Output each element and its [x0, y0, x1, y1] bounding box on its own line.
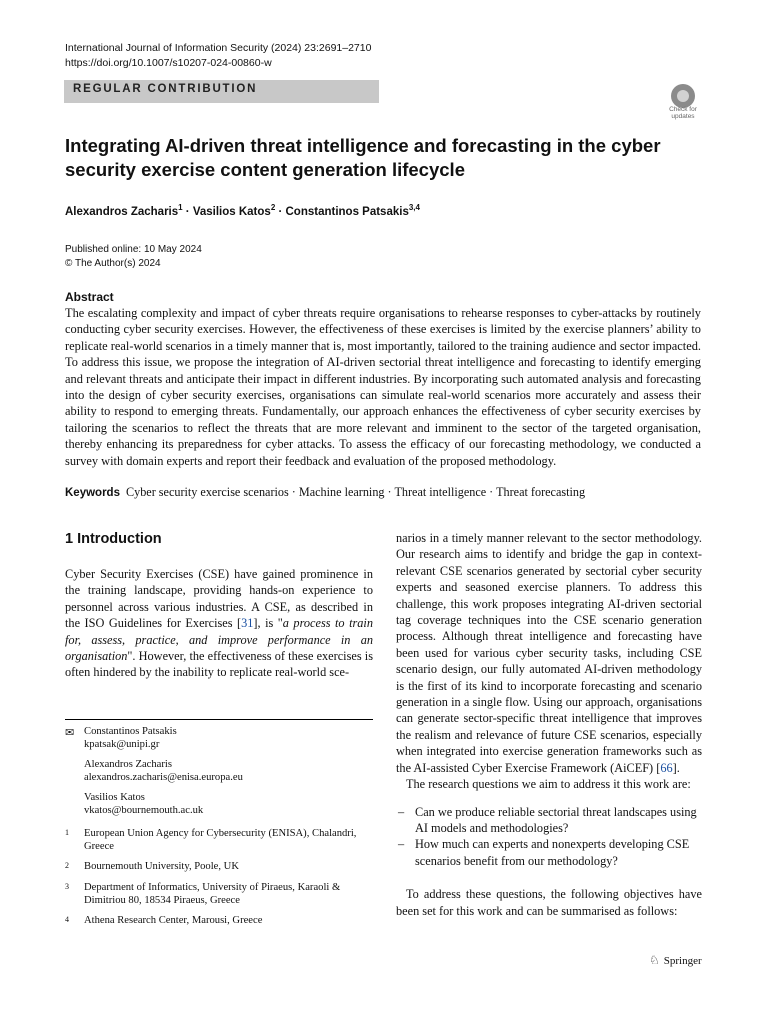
- intro-paragraph-continued: narios in a timely manner relevant to the sector methodology. Our research aims to identify and bridge the gap in context-relevant CSE scenarios generated by sectorial cyber security experts and seasoned exercise planners. To address this challenge, this work proposes integrating AI-driven sectorial tag coverage techniques into the CSE scenario generation process. Although threat intelligence and forecasting have been used for various cyber security tasks, including CSE scenario design, our fully automated AI-driven methodology is the first of its kind to incorporate forecasting and scenario generation in a single flow. Using our approach, organisations can generate sector-specific threat intelligence that improves the realism and relevance of future CSE scenarios, especially when integrated into exercise generation frameworks such as the AI-assisted Cyber Exercise Framework (AiCEF) [66].: [396, 531, 702, 775]
- research-questions-list: [396, 804, 702, 870]
- affiliations: [65, 827, 373, 927]
- badge-line-2: updates: [671, 113, 695, 120]
- affiliation-item: 4 Athena Research Center, Marousi, Greece: [65, 915, 263, 927]
- author-affil-sup: 3,4: [408, 203, 420, 212]
- list-item: – Can we produce reliable sectorial threat landscapes using AI models and methodologies?: [396, 804, 702, 837]
- author-list: [65, 203, 420, 218]
- envelope-icon: ✉: [65, 727, 75, 739]
- badge-line-1: Check for: [669, 106, 697, 113]
- citation-link[interactable]: 31: [241, 616, 254, 631]
- article-type-label: REGULAR CONTRIBUTION: [73, 83, 258, 95]
- affiliation-item: 1 European Union Agency for Cybersecurity (ENISA), Chalandri, Greece: [65, 828, 357, 853]
- springer-horse-icon: ♘: [649, 953, 660, 967]
- contact-name: Vasilios Katos: [84, 792, 145, 803]
- intro-right-column: [396, 530, 702, 919]
- doi-link[interactable]: https://doi.org/10.1007/s10207-024-00860-w: [65, 57, 272, 69]
- author-separator: ·: [275, 205, 286, 218]
- iso-quote: a process to train for, assess, practice, and improve performance in an organisation: [65, 616, 373, 664]
- journal-citation: [65, 41, 371, 71]
- contact-name: Alexandros Zacharis: [84, 759, 172, 770]
- author-affil-sup: 2: [270, 203, 276, 212]
- contact-email[interactable]: alexandros.zacharis@enisa.europa.eu: [84, 772, 243, 784]
- article-type-banner: [64, 80, 379, 103]
- copyright-notice: © The Author(s) 2024: [65, 258, 161, 269]
- footnote-divider: [65, 719, 373, 720]
- keywords: [65, 485, 585, 500]
- author-name: Constantinos Patsakis: [285, 205, 409, 218]
- paper-title: Integrating AI-driven threat intelligence and forecasting in the cyber security exercise content generation lifecycle: [65, 135, 661, 180]
- publication-info: [65, 243, 202, 271]
- contact-name: Constantinos Patsakis: [84, 726, 177, 737]
- abstract-text: The escalating complexity and impact of cyber threats require organisations to rehearse responses to cyber-attacks by routinely conducting cyber security exercises. However, the effectiveness of these exercises is limited by the exercise planners’ ability to replicate real-world scenarios in a timely manner that is, most importantly, tailored to the training audience and sector impacted. To address this issue, we propose the integration of AI-driven sectorial threat intelligence and forecasting to identify emerging and relevant threats and anticipate their impact in different industries. By incorporating such automated analysis and forecasting into the design of cyber security exercises, organisations can simulate real-world scenarios more accurately and assess their ability to respond to emerging threats. Fundamentally, our approach enhances the effectiveness of cyber security exercises by tailoring the scenarios to reflect the threats that are more relevant and imminent to the sector of the targeted organisation, thereby enhancing its preparedness for cyber attacks. To assess the efficacy of our forecasting methodology, we conducted a survey with domain experts and report their feedback and evaluation of the proposed methodology.: [65, 306, 701, 468]
- affiliation-item: 2 Bournemouth University, Poole, UK: [65, 861, 239, 873]
- check-updates-icon: [671, 84, 695, 108]
- list-item: – How much can experts and nonexperts developing CSE scenarios benefit from our methodology?: [396, 836, 702, 869]
- citation-link[interactable]: 66: [660, 760, 673, 775]
- research-questions-intro: The research questions we aim to address it this work are:: [406, 777, 691, 792]
- affiliation-item: 3 Department of Informatics, University of Piraeus, Karaoli & Dimitriou 80, 18534 Piraeus, Greece: [65, 881, 341, 906]
- contact-email[interactable]: vkatos@bournemouth.ac.uk: [84, 805, 204, 817]
- journal-reference: International Journal of Information Security (2024) 23:2691–2710: [65, 42, 372, 54]
- objectives-intro: To address these questions, the following objectives have been set for this work and can be summarised as follows:: [396, 887, 702, 918]
- check-for-updates-badge[interactable]: [664, 84, 702, 124]
- author-separator: ·: [182, 205, 193, 218]
- keywords-label: Keywords: [65, 487, 120, 499]
- abstract-heading: Abstract: [65, 290, 114, 304]
- published-date: Published online: 10 May 2024: [65, 244, 202, 255]
- contact-email[interactable]: kpatsak@unipi.gr: [84, 739, 160, 751]
- publisher-name: Springer: [663, 954, 702, 967]
- author-name: Vasilios Katos: [192, 205, 271, 218]
- author-affil-sup: 1: [178, 203, 183, 212]
- keywords-list: Cyber security exercise scenarios · Machine learning · Threat intelligence · Threat forecasting: [125, 485, 586, 499]
- publisher-logo: [649, 953, 702, 968]
- author-name: Alexandros Zacharis: [65, 205, 179, 218]
- section-heading: 1 Introduction: [65, 531, 162, 547]
- intro-paragraph: Cyber Security Exercises (CSE) have gained prominence in the training landscape, providing hands-on experience to personnel across various industries. A CSE, as described in the ISO Guidelines for Exercises [31], is "a process to train for, assess, practice, and improve performance in an organisation". However, the effectiveness of these exercises is often hindered by the inability to replicate real-world sce-: [65, 567, 373, 680]
